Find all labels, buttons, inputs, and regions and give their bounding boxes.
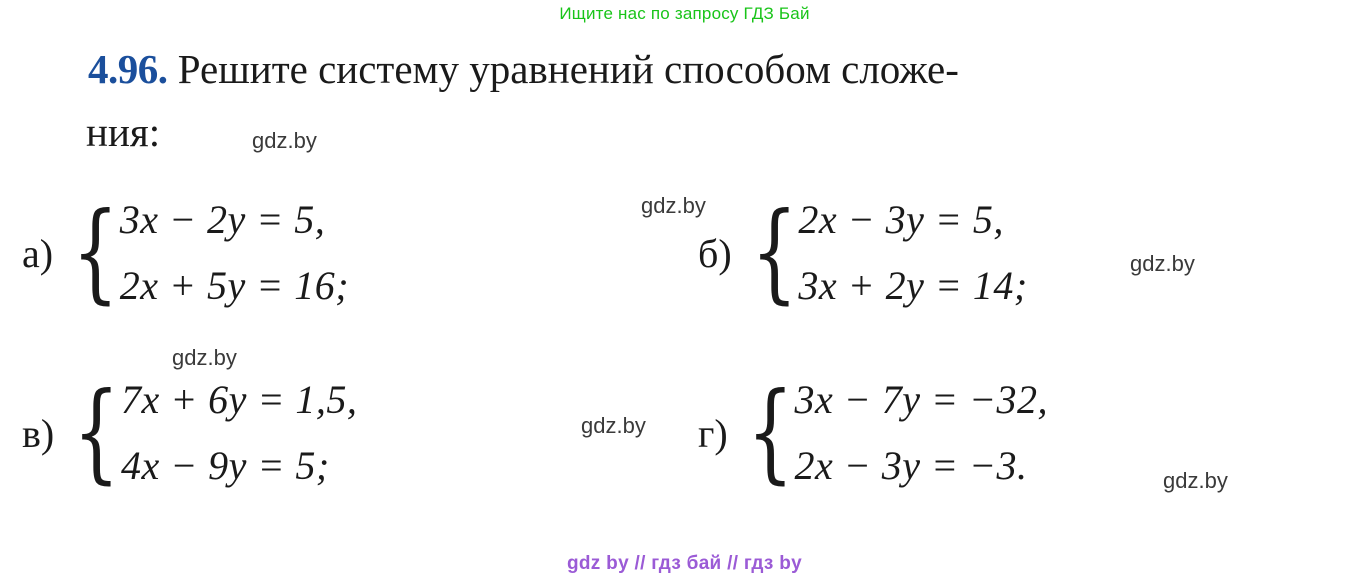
- system-g-label: г): [698, 410, 728, 456]
- brace-icon: {: [72, 189, 119, 315]
- watermark: gdz.by: [1130, 251, 1195, 276]
- watermark: gdz.by: [581, 413, 646, 438]
- system-a-equations: [120, 187, 349, 319]
- footer-watermark: gdz by // гдз бай // гдз by: [566, 553, 803, 574]
- brace-icon: {: [746, 369, 794, 495]
- task-number: 4.96.: [88, 46, 168, 92]
- task-text-line1: Решите систему уравнений способом сложе-: [177, 46, 959, 92]
- equation: 7x + 6y = 1,5,: [120, 377, 358, 422]
- system-b-equations: [798, 187, 1027, 319]
- system-b: [698, 187, 1028, 319]
- system-a-label: а): [22, 230, 54, 276]
- brace-icon: {: [73, 369, 120, 495]
- brace-icon: {: [750, 189, 798, 315]
- system-v: [22, 367, 357, 499]
- watermark: gdz.by: [641, 193, 706, 218]
- task-heading-line1: [88, 42, 1353, 96]
- watermark: gdz.by: [252, 128, 317, 153]
- equation: 3x + 2y = 14;: [798, 263, 1028, 308]
- equation: 2x − 3y = −3.: [794, 443, 1028, 488]
- equation: 2x − 3y = 5,: [798, 197, 1004, 242]
- watermark: gdz.by: [1163, 468, 1228, 493]
- system-g-equations: [794, 367, 1047, 499]
- system-b-label: б): [698, 230, 732, 276]
- watermark: gdz.by: [172, 345, 237, 370]
- system-v-equations: [121, 367, 358, 499]
- top-promo-banner: Ищите нас по запросу ГДЗ Бай: [559, 4, 810, 23]
- systems-row-2: [0, 355, 1369, 525]
- system-g: [698, 367, 1048, 499]
- system-v-label: в): [22, 410, 55, 456]
- equation: 4x − 9y = 5;: [120, 443, 330, 488]
- equation: 3x − 2y = 5,: [119, 197, 326, 242]
- equation: 2x + 5y = 16;: [119, 263, 350, 308]
- system-a: [22, 187, 349, 319]
- equation: 3x − 7y = −32,: [794, 377, 1048, 422]
- task-text-line2: ния:: [86, 109, 161, 155]
